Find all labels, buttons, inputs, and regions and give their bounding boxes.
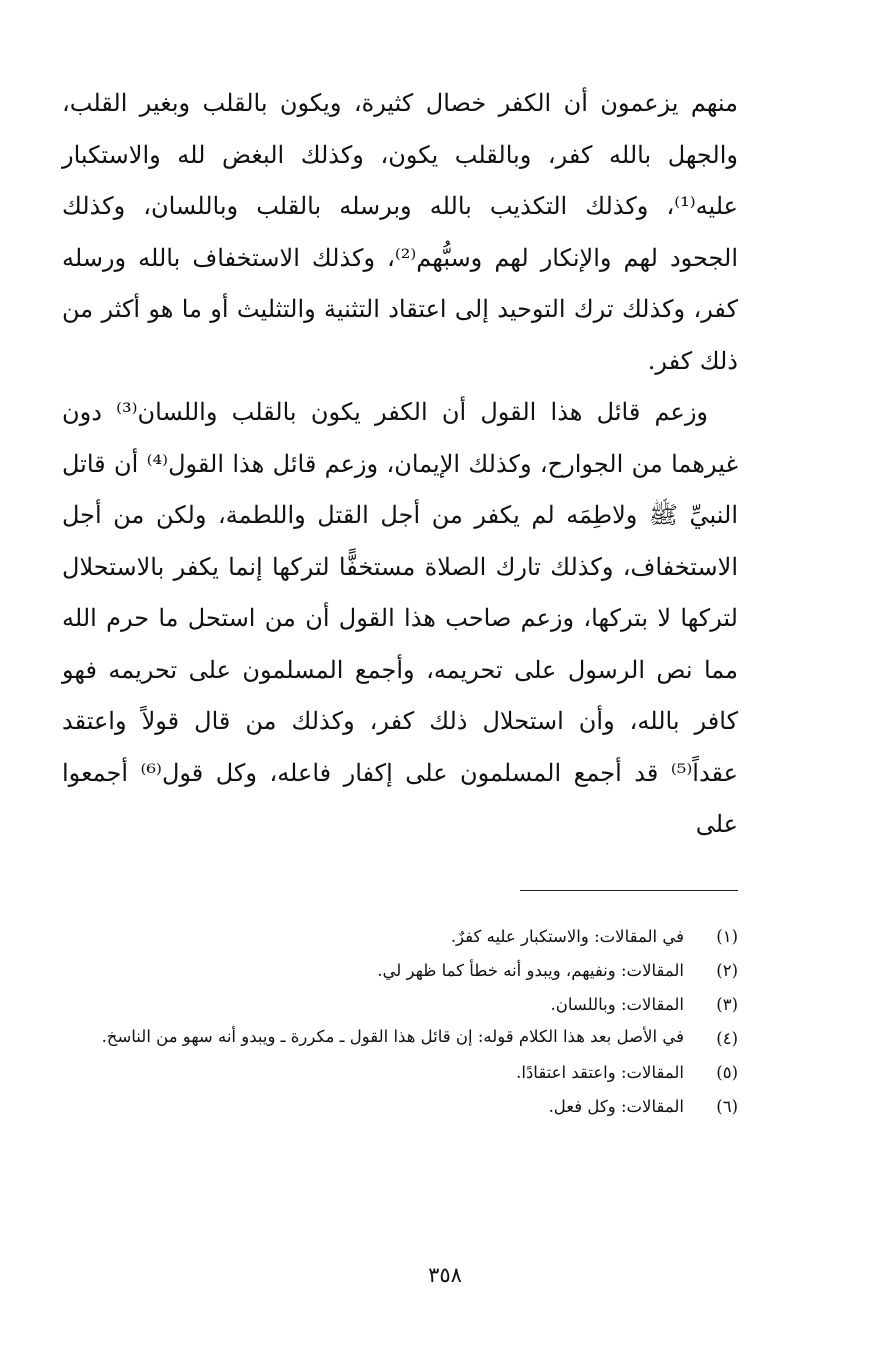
main-text — [62, 78, 738, 851]
footnote-number: (٥) — [716, 1063, 738, 1082]
page-number: ٣٥٨ — [428, 1263, 462, 1287]
footnotes — [62, 920, 738, 1124]
footnote-number: (١) — [716, 927, 738, 946]
paragraph-2: وزعم قائل هذا القول أن الكفر يكون بالقلب واللسان⁽³⁾ دون غيرهما من الجوارح، وكذلك الإيمان، وزعم قائل هذا القول⁽⁴⁾ أن قاتل النبيِّ ﷺ ولاطِمَه لم يكفر من أجل القتل واللطمة، ولكن من أجل الاستخفاف، وكذلك تارك الصلاة مستخفًّا لتركها إنما يكفر بالاستحلال لتركها لا بتركها، وزعم صاحب هذا القول أن من استحل ما حرم الله مما نص الرسول على تحريمه، وأجمع المسلمون على تحريمه فهو كافر بالله، وأن استحلال ذلك كفر، وكذلك من قال قولاً واعتقد عقداً⁽⁵⁾ قد أجمع المسلمون على إكفار فاعله، وكل قول⁽⁶⁾ أجمعوا على — [62, 398, 738, 838]
footnote-number: (٢) — [716, 961, 738, 980]
footnote-1 — [62, 920, 738, 954]
footnote-separator — [520, 890, 738, 891]
footnote-text: المقالات: وكل فعل. — [548, 1097, 684, 1116]
footnote-text: في الأصل بعد هذا الكلام قوله: إن قائل هذا القول ـ مكررة ـ ويبدو أنه سهو من الناسخ. — [101, 1027, 684, 1046]
footnote-6 — [62, 1090, 738, 1124]
footnote-2 — [62, 954, 738, 988]
footnote-text: المقالات: واعتقد اعتقادًا. — [516, 1063, 684, 1082]
paragraph-1: منهم يزعمون أن الكفر خصال كثيرة، ويكون بالقلب وبغير القلب، والجهل بالله كفر، وبالقلب يكون، وكذلك البغض لله والاستكبار عليه⁽¹⁾، وكذلك التكذيب بالله وبرسله بالقلب وباللسان، وكذلك الجحود لهم والإنكار لهم وسبُّهم⁽²⁾، وكذلك الاستخفاف بالله ورسله كفر، وكذلك ترك التوحيد إلى اعتقاد التثنية والتثليث أو ما هو أكثر من ذلك كفر. — [62, 89, 738, 375]
footnote-4 — [62, 1022, 738, 1056]
footnote-number: (٦) — [716, 1097, 738, 1116]
footnote-number: (٣) — [716, 995, 738, 1014]
footnote-3 — [62, 988, 738, 1022]
footnote-5 — [62, 1056, 738, 1090]
footnote-text: المقالات: وباللسان. — [550, 995, 684, 1014]
footnote-number: (٤) — [716, 1029, 738, 1048]
footnote-text: المقالات: ونفيهم، ويبدو أنه خطأ كما ظهر لي. — [377, 961, 684, 980]
footnote-text: في المقالات: والاستكبار عليه كفرٌ. — [450, 927, 684, 946]
